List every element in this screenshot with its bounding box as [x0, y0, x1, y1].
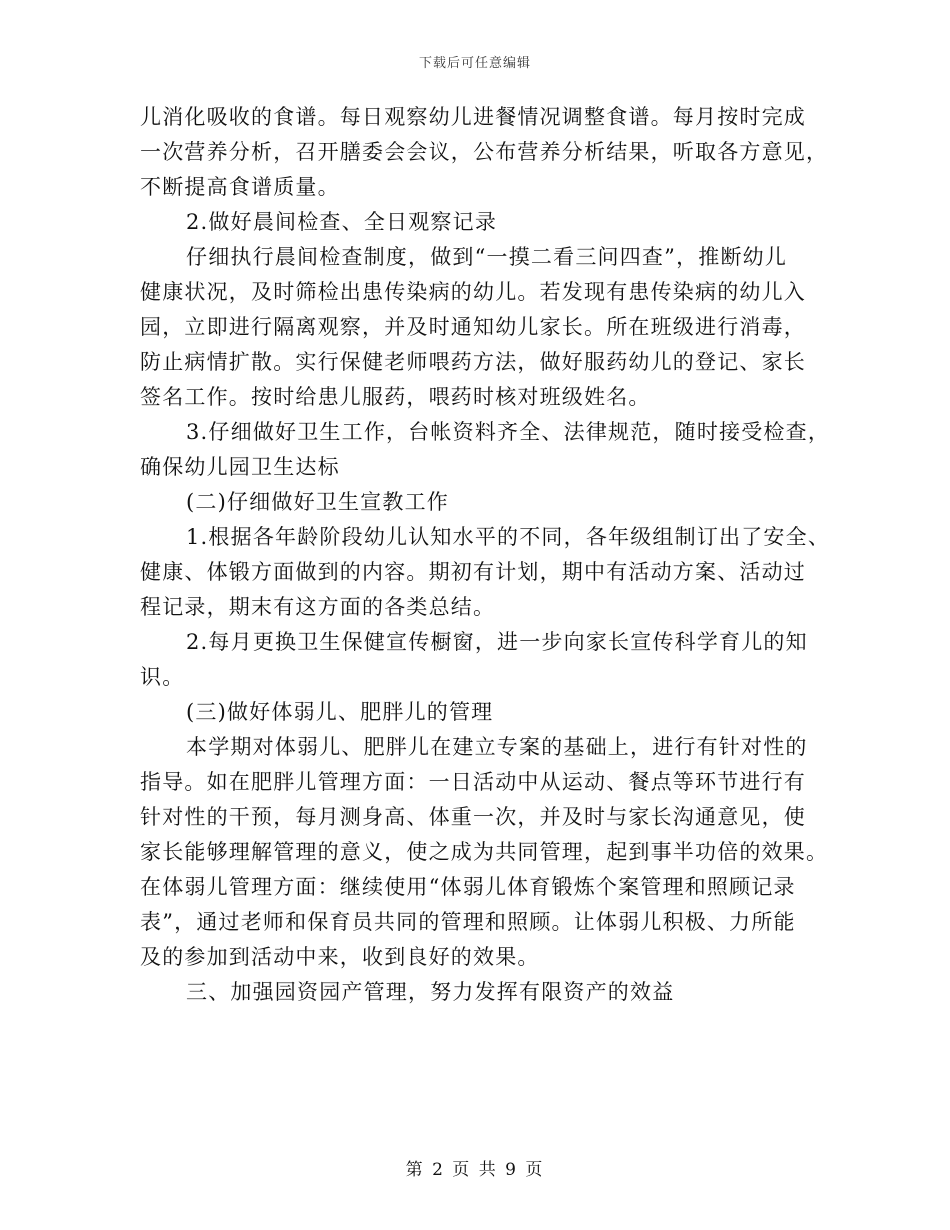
- paragraph-line: 确保幼儿园卫生达标: [140, 455, 340, 479]
- section-heading: 三、加强园资园产管理，努力发挥有限资产的效益: [186, 980, 675, 1004]
- paragraph-line: 在体弱儿管理方面：继续使用“体弱儿体育锻炼个案管理和照顾记录: [140, 875, 796, 899]
- document-body: [140, 100, 831, 1010]
- paragraph-line: 儿消化吸收的食谱。每日观察幼儿进餐情况调整食谱。每月按时完成: [140, 105, 806, 129]
- paragraph-line: 仔细执行晨间检查制度，做到“一摸二看三问四查”，推断幼儿: [186, 245, 788, 269]
- paragraph-line: 及的参加到活动中来，收到良好的效果。: [140, 945, 540, 969]
- paragraph-line: 健康、体锻方面做到的内容。期初有计划，期中有活动方案、活动过: [140, 560, 806, 584]
- paragraph-line: 本学期对体弱儿、肥胖儿在建立专案的基础上，进行有针对性的: [186, 735, 808, 759]
- paragraph-line: 指导。如在肥胖儿管理方面：一日活动中从运动、餐点等环节进行有: [140, 770, 806, 794]
- paragraph-line: 家长能够理解管理的意义，使之成为共同管理，起到事半功倍的效果。: [140, 840, 829, 864]
- paragraph-line: 针对性的干预，每月测身高、体重一次，并及时与家长沟通意见，使: [140, 805, 806, 829]
- paragraph-line: 表”，通过老师和保育员共同的管理和照顾。让体弱儿积极、力所能: [140, 910, 796, 934]
- paragraph-line: 一次营养分析，召开膳委会会议，公布营养分析结果，听取各方意见，: [140, 140, 829, 164]
- page-number: 第 2 页 共 9 页: [405, 1160, 545, 1180]
- paragraph-line: 识。: [140, 665, 185, 689]
- paragraph-line: 1.根据各年龄阶段幼儿认知水平的不同，各年级组制订出了安全、: [186, 525, 831, 549]
- paragraph-line: 2.每月更换卫生保健宣传橱窗，进一步向家长宣传科学育儿的知: [186, 630, 808, 654]
- paragraph-line: 签名工作。按时给患儿服药，喂药时核对班级姓名。: [140, 385, 651, 409]
- paragraph-line: 不断提高食谱质量。: [140, 175, 340, 199]
- section-heading: (三)做好体弱儿、肥胖儿的管理: [186, 700, 494, 724]
- paragraph-line: 园，立即进行隔离观察，并及时通知幼儿家长。所在班级进行消毒，: [140, 315, 806, 339]
- paragraph-line: 防止病情扩散。实行保健老师喂药方法，做好服药幼儿的登记、家长: [140, 350, 806, 374]
- paragraph-line: 程记录，期末有这方面的各类总结。: [140, 595, 496, 619]
- section-heading: 3.仔细做好卫生工作，台帐资料齐全、法律规范，随时接受检查，: [186, 420, 831, 444]
- paragraph-line: 健康状况，及时筛检出患传染病的幼儿。若发现有患传染病的幼儿入: [140, 280, 806, 304]
- section-heading: 2.做好晨间检查、全日观察记录: [186, 210, 498, 234]
- section-heading: (二)仔细做好卫生宣教工作: [186, 490, 449, 514]
- page-header: 下载后可任意编辑: [418, 56, 531, 71]
